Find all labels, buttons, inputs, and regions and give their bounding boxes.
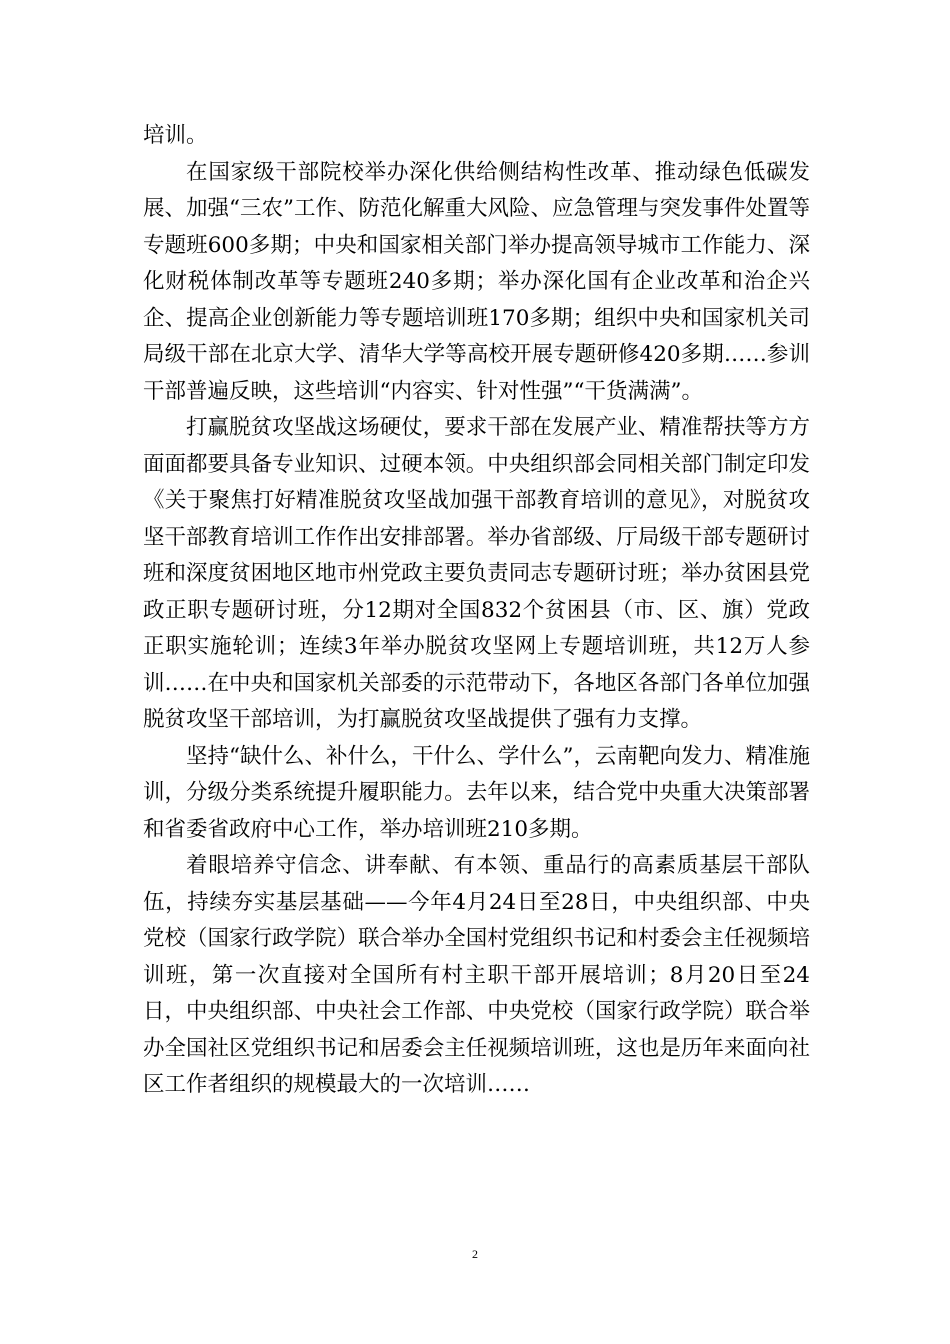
paragraph-continuation: 培训。 (143, 123, 208, 148)
document-body (143, 118, 810, 1104)
page-number: 2 (472, 1247, 478, 1261)
paragraph-poverty-alleviation: 打赢脱贫攻坚战这场硬仗，要求干部在发展产业、精准帮扶等方方面面都要具备专业知识、过硬本领。中央组织部会同相关部门制定印发《关于聚焦打好精准脱贫攻坚战加强干部教育培训的意见》，对脱贫攻坚干部教育培训工作作出安排部署。举办省部级、厅局级干部专题研讨班和深度贫困地区地市州党政主要负责同志专题研讨班；举办贫困县党政正职专题研讨班，分12期对全国832个贫困县（市、区、旗）党政正职实施轮训；连续3年举办脱贫攻坚网上专题培训班，共12万人参训……在中央和国家机关部委的示范带动下，各地区各部门各单位加强脱贫攻坚干部培训，为打赢脱贫攻坚战提供了强有力支撑。 (143, 415, 810, 732)
paragraph-yunnan: 坚持“缺什么、补什么，干什么、学什么”，云南靶向发力、精准施训，分级分类系统提升履职能力。去年以来，结合党中央重大决策部署和省委省政府中心工作，举办培训班210多期。 (143, 743, 810, 842)
paragraph-cadre-training-programs: 在国家级干部院校举办深化供给侧结构性改革、推动绿色低碳发展、加强“三农”工作、防范化解重大风险、应急管理与突发事件处置等专题班600多期；中央和国家相关部门举办提高领导城市工作能力、深化财税体制改革等专题班240多期；举办深化国有企业改革和治企兴企、提高企业创新能力等专题培训班170多期；组织中央和国家机关司局级干部在北京大学、清华大学等高校开展专题研修420多期……参训干部普遍反映，这些培训“内容实、针对性强”“干货满满”。 (143, 159, 810, 404)
paragraph-grassroots-cadres: 着眼培养守信念、讲奉献、有本领、重品行的高素质基层干部队伍，持续夯实基层基础——今年4月24日至28日，中央组织部、中央党校（国家行政学院）联合举办全国村党组织书记和村委会主任视频培训班，第一次直接对全国所有村主职干部开展培训；8月20日至24日，中央组织部、中央社会工作部、中央党校（国家行政学院）联合举办全国社区党组织书记和居委会主任视频培训班，这也是历年来面向社区工作者组织的规模最大的一次培训…… (143, 853, 810, 1097)
